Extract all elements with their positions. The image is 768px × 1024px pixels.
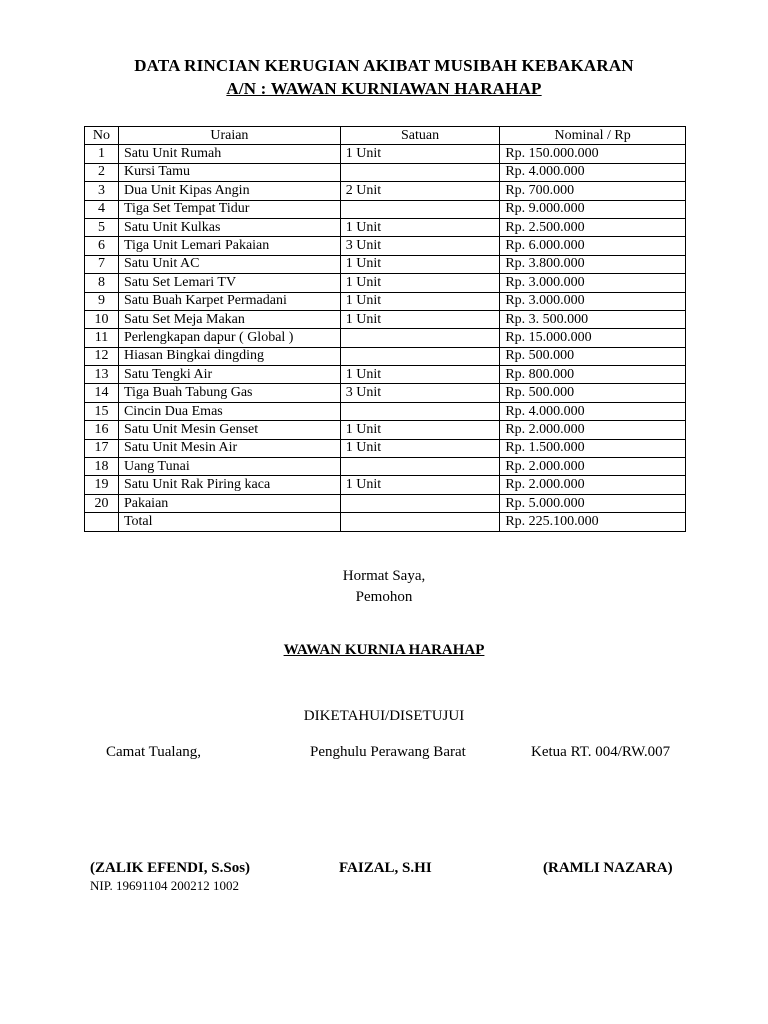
closing-role: Pemohon [355,589,413,605]
row-nominal: Rp. 3.800.000 [500,255,686,273]
row-uraian: Tiga Buah Tabung Gas [118,384,340,402]
row-nominal: Rp. 4.000.000 [500,163,686,181]
table-body [85,145,686,513]
row-uraian: Satu Unit Rumah [118,145,340,163]
table-row [85,384,686,402]
row-nominal: Rp. 150.000.000 [500,145,686,163]
total-row [85,513,686,531]
table-row [85,458,686,476]
row-uraian: Uang Tunai [118,458,340,476]
table-header-row [85,127,686,145]
signatory-name-rt: (RAMLI NAZARA) [543,860,673,876]
row-nominal: Rp. 800.000 [500,366,686,384]
document-subtitle: A/N : WAWAN KURNIAWAN HARAHAP [226,79,542,98]
row-satuan: 1 Unit [340,366,500,384]
row-satuan: 1 Unit [340,476,500,494]
row-uraian: Satu Unit Rak Piring kaca [118,476,340,494]
applicant-name: WAWAN KURNIA HARAHAP [283,642,485,658]
row-nominal: Rp. 2.500.000 [500,218,686,236]
row-uraian: Satu Set Meja Makan [118,310,340,328]
row-nominal: Rp. 2.000.000 [500,421,686,439]
table-row [85,476,686,494]
row-no: 17 [85,439,119,457]
row-satuan [340,163,500,181]
header-uraian: Uraian [118,127,340,145]
table-row [85,439,686,457]
row-nominal: Rp. 500.000 [500,347,686,365]
row-no: 15 [85,402,119,420]
table-row [85,237,686,255]
row-satuan [340,402,500,420]
table-row [85,255,686,273]
row-no: 19 [85,476,119,494]
row-satuan [340,200,500,218]
signatory-role-penghulu: Penghulu Perawang Barat [310,744,466,760]
row-satuan: 3 Unit [340,237,500,255]
row-satuan [340,458,500,476]
row-nominal: Rp. 1.500.000 [500,439,686,457]
total-no-cell [85,513,119,531]
row-satuan: 1 Unit [340,310,500,328]
table-row [85,145,686,163]
row-no: 14 [85,384,119,402]
row-satuan: 1 Unit [340,439,500,457]
signatory-role-rt: Ketua RT. 004/RW.007 [531,744,671,760]
row-no: 12 [85,347,119,365]
header-no: No [85,127,119,145]
header-satuan: Satuan [340,127,500,145]
row-uraian: Satu Set Lemari TV [118,274,340,292]
row-satuan: 1 Unit [340,274,500,292]
row-nominal: Rp. 5.000.000 [500,494,686,512]
row-satuan: 1 Unit [340,292,500,310]
row-nominal: Rp. 700.000 [500,182,686,200]
row-no: 20 [85,494,119,512]
row-nominal: Rp. 6.000.000 [500,237,686,255]
row-nominal: Rp. 3.000.000 [500,292,686,310]
table-row [85,274,686,292]
row-satuan: 2 Unit [340,182,500,200]
row-uraian: Hiasan Bingkai dingding [118,347,340,365]
row-uraian: Perlengkapan dapur ( Global ) [118,329,340,347]
row-uraian: Dua Unit Kipas Angin [118,182,340,200]
table-row [85,366,686,384]
approval-heading: DIKETAHUI/DISETUJUI [303,708,465,724]
table-row [85,402,686,420]
signatory-nip-camat: NIP. 19691104 200212 1002 [90,878,240,893]
row-uraian: Tiga Set Tempat Tidur [118,200,340,218]
row-nominal: Rp. 15.000.000 [500,329,686,347]
row-satuan [340,494,500,512]
table-row [85,310,686,328]
row-no: 4 [85,200,119,218]
row-nominal: Rp. 2.000.000 [500,458,686,476]
table-row [85,218,686,236]
table-row [85,182,686,200]
row-nominal: Rp. 3. 500.000 [500,310,686,328]
row-uraian: Satu Unit Mesin Genset [118,421,340,439]
closing-greeting: Hormat Saya, [342,568,426,584]
row-no: 8 [85,274,119,292]
row-no: 13 [85,366,119,384]
row-no: 6 [85,237,119,255]
table-row [85,347,686,365]
row-nominal: Rp. 500.000 [500,384,686,402]
row-nominal: Rp. 2.000.000 [500,476,686,494]
header-nominal: Nominal / Rp [500,127,686,145]
row-uraian: Tiga Unit Lemari Pakaian [118,237,340,255]
table-row [85,421,686,439]
row-no: 9 [85,292,119,310]
signatory-name-camat: (ZALIK EFENDI, S.Sos) [90,860,251,876]
row-satuan: 3 Unit [340,384,500,402]
row-no: 7 [85,255,119,273]
row-no: 10 [85,310,119,328]
row-satuan: 1 Unit [340,421,500,439]
row-no: 3 [85,182,119,200]
row-uraian: Satu Buah Karpet Permadani [118,292,340,310]
row-no: 16 [85,421,119,439]
row-uraian: Satu Unit Mesin Air [118,439,340,457]
row-no: 2 [85,163,119,181]
row-nominal: Rp. 9.000.000 [500,200,686,218]
row-uraian: Satu Unit AC [118,255,340,273]
signatory-role-camat: Camat Tualang, [106,744,202,760]
total-satuan-cell [340,513,500,531]
row-no: 1 [85,145,119,163]
row-satuan [340,329,500,347]
loss-table [84,126,686,532]
table-row [85,329,686,347]
row-uraian: Satu Unit Kulkas [118,218,340,236]
table-row [85,200,686,218]
row-uraian: Satu Tengki Air [118,366,340,384]
row-uraian: Cincin Dua Emas [118,402,340,420]
row-satuan: 1 Unit [340,218,500,236]
row-no: 18 [85,458,119,476]
row-no: 5 [85,218,119,236]
row-satuan: 1 Unit [340,145,500,163]
table-row [85,494,686,512]
total-label: Total [118,513,340,531]
table-row [85,163,686,181]
row-no: 11 [85,329,119,347]
row-uraian: Kursi Tamu [118,163,340,181]
row-nominal: Rp. 4.000.000 [500,402,686,420]
row-satuan [340,347,500,365]
table-row [85,292,686,310]
signatory-name-penghulu: FAIZAL, S.HI [339,860,432,876]
total-value: Rp. 225.100.000 [500,513,686,531]
document-title: DATA RINCIAN KERUGIAN AKIBAT MUSIBAH KEBAKARAN [134,56,634,75]
row-satuan: 1 Unit [340,255,500,273]
row-nominal: Rp. 3.000.000 [500,274,686,292]
row-uraian: Pakaian [118,494,340,512]
